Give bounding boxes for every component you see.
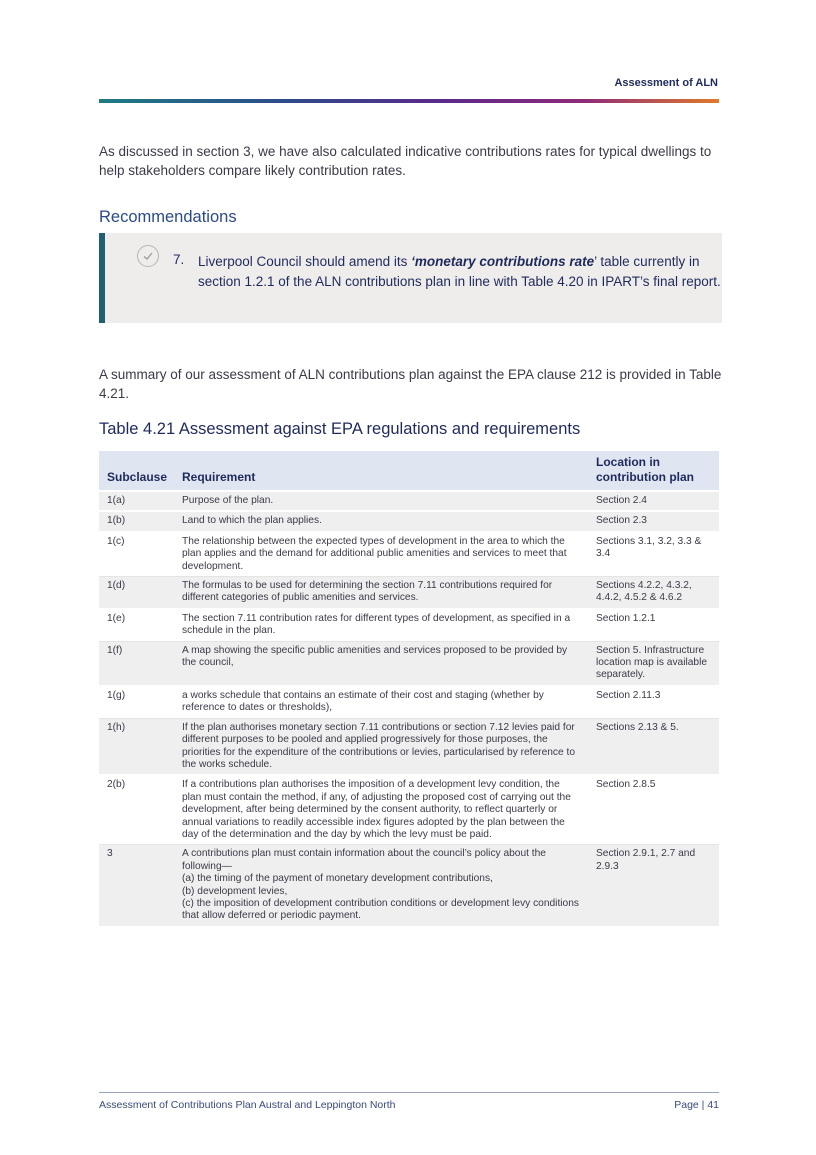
footer-page-number: Page | 41 bbox=[674, 1099, 719, 1111]
cell-requirement: Land to which the plan applies. bbox=[174, 511, 588, 531]
cell-requirement: If the plan authorises monetary section 7.11 contributions or section 7.12 levies paid for different purposes to be pooled and applied progressively for those purposes, the priorities for the expenditure of the contributions or levies, particularised by reference to the works schedule. bbox=[174, 718, 588, 775]
cell-requirement: The section 7.11 contribution rates for different types of development, as specified in a schedule in the plan. bbox=[174, 609, 588, 641]
footer-rule bbox=[99, 1092, 719, 1093]
table-row bbox=[99, 609, 719, 641]
cell-location: Section 2.3 bbox=[588, 511, 719, 531]
cell-subclause: 1(a) bbox=[99, 491, 174, 511]
cell-subclause: 3 bbox=[99, 845, 174, 927]
cell-subclause: 1(e) bbox=[99, 609, 174, 641]
recommendation-text-end: ’ table currently in section 1.2.1 of the ALN contributions plan in line with Table 4.20 in IPART’s final report. bbox=[198, 254, 721, 289]
table-header-row bbox=[99, 451, 719, 491]
table-row bbox=[99, 718, 719, 775]
epa-assessment-table bbox=[99, 451, 719, 928]
cell-location: Section 5. Infrastructure location map is available separately. bbox=[588, 641, 719, 686]
cell-requirement: If a contributions plan authorises the imposition of a development levy condition, the plan must contain the method, if any, of adjusting the proposed cost of carrying out the development, after being determined by the consent authority, to reflect quarterly or annual variations to readily accessible index figures adopted by the plan between the day of the determination and the day by which the levy must be paid. bbox=[174, 775, 588, 845]
table-row bbox=[99, 491, 719, 511]
table-row bbox=[99, 577, 719, 609]
recommendation-box bbox=[99, 233, 722, 323]
recommendation-text bbox=[198, 252, 723, 291]
table-row bbox=[99, 845, 719, 927]
cell-requirement: Purpose of the plan. bbox=[174, 491, 588, 511]
cell-location: Sections 4.2.2, 4.3.2, 4.4.2, 4.5.2 & 4.6.2 bbox=[588, 577, 719, 609]
cell-subclause: 1(b) bbox=[99, 511, 174, 531]
cell-location: Section 1.2.1 bbox=[588, 609, 719, 641]
header-subclause: Subclause bbox=[99, 451, 174, 491]
cell-subclause: 1(g) bbox=[99, 686, 174, 718]
header-requirement: Requirement bbox=[174, 451, 588, 491]
running-header-title: Assessment of ALN bbox=[614, 77, 718, 89]
cell-requirement: a works schedule that contains an estimate of their cost and staging (whether by reference to dates or thresholds), bbox=[174, 686, 588, 718]
cell-location: Section 2.8.5 bbox=[588, 775, 719, 845]
cell-requirement: The formulas to be used for determining the section 7.11 contributions required for different categories of public amenities and services. bbox=[174, 577, 588, 609]
cell-subclause: 1(h) bbox=[99, 718, 174, 775]
check-circle-icon bbox=[137, 245, 159, 267]
cell-location: Section 2.11.3 bbox=[588, 686, 719, 718]
summary-paragraph: A summary of our assessment of ALN contributions plan against the EPA clause 212 is provided in Table 4.21. bbox=[99, 367, 722, 401]
cell-subclause: 1(f) bbox=[99, 641, 174, 686]
recommendations-heading: Recommendations bbox=[99, 208, 237, 226]
cell-location: Sections 3.1, 3.2, 3.3 & 3.4 bbox=[588, 532, 719, 577]
footer-document-title: Assessment of Contributions Plan Austral and Leppington North bbox=[99, 1099, 396, 1111]
cell-location: Section 2.4 bbox=[588, 491, 719, 511]
table-caption: Table 4.21 Assessment against EPA regulations and requirements bbox=[99, 420, 581, 438]
recommendation-number: 7. bbox=[173, 252, 185, 267]
header-gradient-rule bbox=[99, 99, 719, 103]
cell-requirement: A map showing the specific public amenities and services proposed to be provided by the council, bbox=[174, 641, 588, 686]
cell-requirement: A contributions plan must contain information about the council’s policy about the following— (a) the timing of the payment of monetary development contributions, (b) development levies, (c) the imposition of development contribution conditions or development levy conditions that allow deferred or periodic payment. bbox=[174, 845, 588, 927]
table-row bbox=[99, 511, 719, 531]
cell-subclause: 2(b) bbox=[99, 775, 174, 845]
cell-location: Section 2.9.1, 2.7 and 2.9.3 bbox=[588, 845, 719, 927]
table-row bbox=[99, 775, 719, 845]
table-row bbox=[99, 641, 719, 686]
recommendation-text-start: Liverpool Council should amend its bbox=[198, 254, 412, 269]
recommendation-emphasis: ‘monetary contributions rate bbox=[411, 254, 595, 269]
table-row bbox=[99, 532, 719, 577]
cell-subclause: 1(c) bbox=[99, 532, 174, 577]
table-row bbox=[99, 686, 719, 718]
cell-requirement: The relationship between the expected types of development in the area to which the plan applies and the demand for additional public amenities and services to meet that development. bbox=[174, 532, 588, 577]
header-location: Location in contribution plan bbox=[588, 451, 719, 491]
cell-location: Sections 2.13 & 5. bbox=[588, 718, 719, 775]
intro-paragraph: As discussed in section 3, we have also calculated indicative contributions rates for typical dwellings to help stakeholders compare likely contribution rates. bbox=[99, 144, 712, 178]
cell-subclause: 1(d) bbox=[99, 577, 174, 609]
